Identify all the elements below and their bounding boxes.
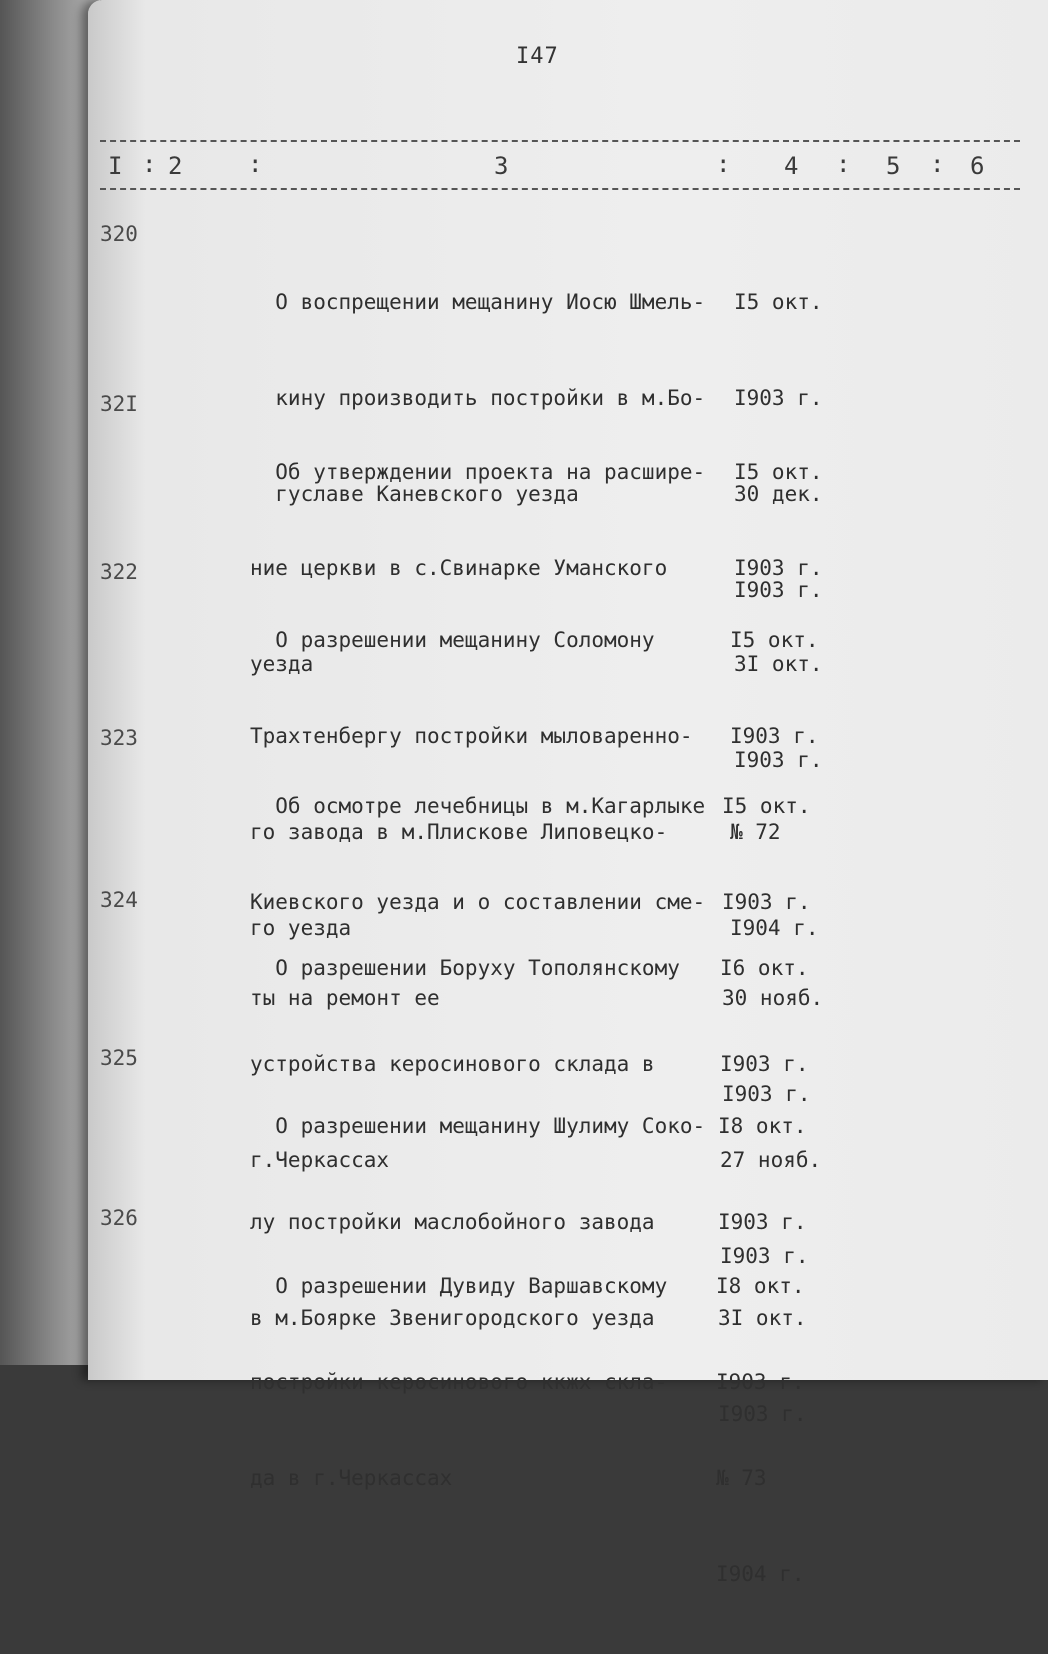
entry-text-line: О воспрещении мещанину Иосю Шмель- xyxy=(250,290,706,314)
page-number: I47 xyxy=(516,44,559,69)
entry-number: 325 xyxy=(100,1046,138,1070)
entry-text-line: уезда xyxy=(250,652,314,676)
entry-text-line: Киевского уезда и о составлении сме- xyxy=(250,890,706,914)
entry-date-line: I903 г. xyxy=(734,578,823,602)
entry-text-line: Об осмотре лечебницы в м.Кагарлыке xyxy=(250,794,706,818)
entry-date-line: I903 г. xyxy=(722,890,811,914)
entry-date-line: I903 г. xyxy=(730,724,819,748)
entry-date-line: 30 дек. xyxy=(734,482,823,506)
entry-date-line: I904 г. xyxy=(730,916,819,940)
entry-text-line: О разрешении Боруху Тополянскому xyxy=(250,956,680,980)
entry-number: 322 xyxy=(100,560,138,584)
entry-number: 32I xyxy=(100,392,138,416)
entry-date-line: I903 г. xyxy=(720,1052,809,1076)
entry-number: 326 xyxy=(100,1206,138,1230)
entry-date-line: I903 г. xyxy=(734,748,823,772)
entry-date-line: I903 г. xyxy=(716,1370,805,1394)
column-separator: : xyxy=(716,150,731,178)
entry-text-line: кину производить постройки в м.Бо- xyxy=(250,386,706,410)
entry-text-line: Об утверждении проекта на расшире- xyxy=(250,460,706,484)
header-rule-top xyxy=(100,140,1020,142)
column-header-2: 2 xyxy=(168,152,183,180)
entry-date-line: № 73 xyxy=(716,1466,767,1490)
entry-date-line: I5 окт. xyxy=(734,290,823,314)
entry-date-line: I8 окт. xyxy=(716,1274,805,1298)
entry-date-line: I5 окт. xyxy=(734,460,823,484)
entry-date-line: I5 окт. xyxy=(722,794,811,818)
column-header-5: 5 xyxy=(886,152,901,180)
column-separator: : xyxy=(836,150,851,178)
entry-date-line: I903 г. xyxy=(734,556,823,580)
entry-text-line: устройства керосинового склада в xyxy=(250,1052,655,1076)
entry-number: 320 xyxy=(100,222,138,246)
column-header-4: 4 xyxy=(784,152,799,180)
entry-text-line: ние церкви в с.Свинарке Уманского xyxy=(250,556,668,580)
entry-text-line: го уезда xyxy=(250,916,352,940)
entry-text-line: Трахтенбергу постройки мыловаренно- xyxy=(250,724,693,748)
column-separator: : xyxy=(930,150,945,178)
entry-date-line: I903 г. xyxy=(734,386,823,410)
entry-text-line: О разрешении Дувиду Варшавскому xyxy=(250,1274,668,1298)
entry-text-line: лу постройки маслобойного завода xyxy=(250,1210,655,1234)
entry-text-line: го завода в м.Плискове Липовецко- xyxy=(250,820,668,844)
entry-date-line: I904 г. xyxy=(716,1562,805,1586)
entry-date-line: 30 нояб. xyxy=(722,986,824,1010)
column-header-1: I xyxy=(108,152,123,180)
book-binding xyxy=(0,0,100,1365)
column-separator: : xyxy=(142,150,157,178)
column-header-3: 3 xyxy=(494,152,509,180)
entry-number: 324 xyxy=(100,888,138,912)
entry-date-line: 27 нояб. xyxy=(720,1148,822,1172)
entry-text-line: в м.Боярке Звенигородского уезда xyxy=(250,1306,655,1330)
entry-date-line: I8 окт. xyxy=(718,1114,807,1138)
entry-number: 323 xyxy=(100,726,138,750)
entry-date-line: I903 г. xyxy=(720,1244,809,1268)
entry-date-line: I903 г. xyxy=(718,1402,807,1426)
entry-text-line: гуславе Каневского уезда xyxy=(250,482,579,506)
entry-text-line: ты на ремонт ее xyxy=(250,986,440,1010)
entry-date-line: 3I окт. xyxy=(718,1306,807,1330)
entry-text-line: О разрешении мещанину Шулиму Соко- xyxy=(250,1114,706,1138)
entry-text-line: О разрешении мещанину Соломону xyxy=(250,628,655,652)
entry-text-line: постройки керосинового ккжх скла- xyxy=(250,1370,668,1394)
header-rule-bottom xyxy=(100,188,1020,190)
entry-text-line: да в г.Черкассах xyxy=(250,1466,453,1490)
column-header-6: 6 xyxy=(970,152,985,180)
entry-text-line: г.Черкассах xyxy=(250,1148,390,1172)
entry-date-line: № 72 xyxy=(730,820,781,844)
entry-date-line: I5 окт. xyxy=(730,628,819,652)
column-separator: : xyxy=(248,150,263,178)
entry-date-line: I903 г. xyxy=(718,1210,807,1234)
entry-date-line: 3I окт. xyxy=(734,652,823,676)
entry-date-line: I903 г. xyxy=(722,1082,811,1106)
entry-date-line: I6 окт. xyxy=(720,956,809,980)
